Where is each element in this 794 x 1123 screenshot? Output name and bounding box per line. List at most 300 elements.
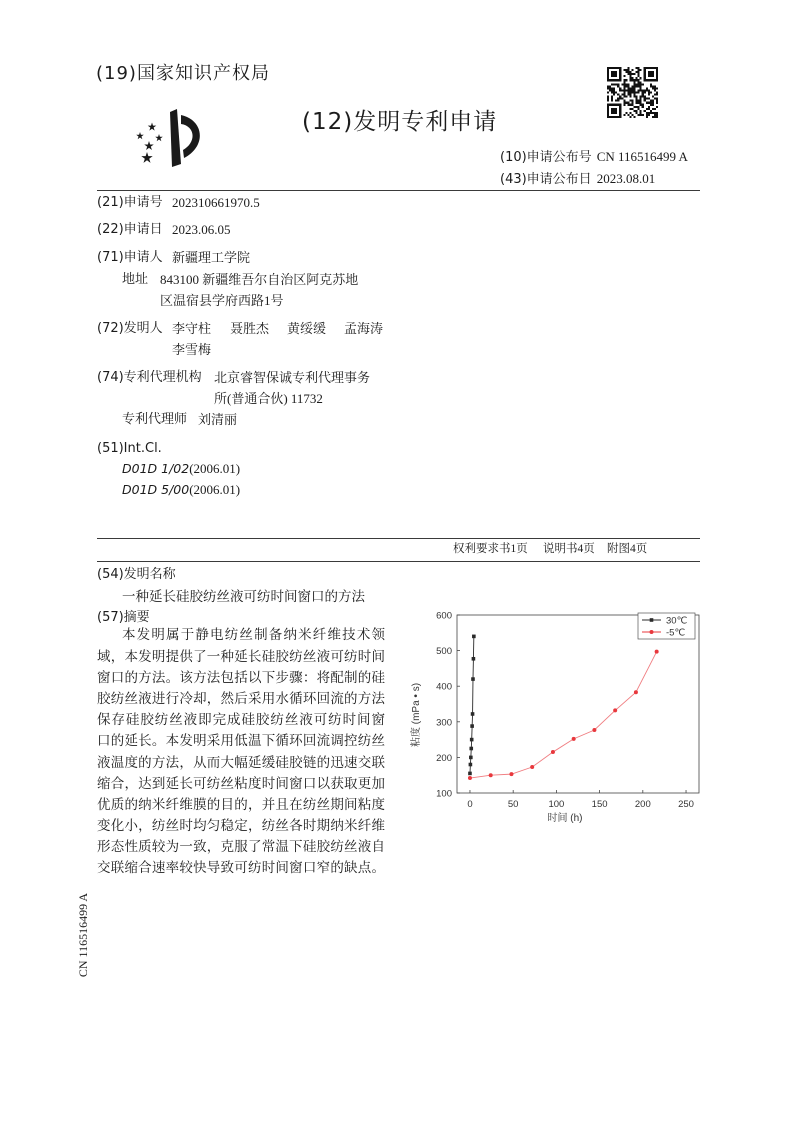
qr-module xyxy=(609,67,611,69)
ipc-version: (2006.01) xyxy=(189,482,241,497)
qr-module xyxy=(650,85,652,87)
qr-module xyxy=(640,104,642,106)
qr-module xyxy=(636,79,638,81)
publication-date: 2023.08.01 xyxy=(596,171,656,186)
qr-module xyxy=(625,71,627,73)
patent-agency-line: 所(普通合伙) 11732 xyxy=(214,391,323,406)
qr-module xyxy=(607,108,609,110)
abstract-line: 形态性质较为一致，克服了常温下硅胶纺丝液自 xyxy=(97,839,385,856)
qr-module xyxy=(611,100,613,102)
qr-module xyxy=(627,87,629,89)
qr-module xyxy=(627,104,629,106)
qr-module xyxy=(646,98,648,100)
qr-module xyxy=(634,96,636,98)
y-tick-label: 200 xyxy=(436,752,452,764)
qr-module xyxy=(644,69,646,71)
qr-module xyxy=(650,100,652,102)
qr-module xyxy=(652,73,654,75)
data-point-circle xyxy=(572,737,576,741)
qr-module xyxy=(634,106,636,108)
qr-module xyxy=(623,85,625,87)
qr-module xyxy=(644,67,646,69)
qr-module xyxy=(646,112,648,114)
qr-module xyxy=(607,85,609,87)
qr-module xyxy=(619,67,621,69)
qr-module xyxy=(644,77,646,79)
ipc-code: D01D 5/00 xyxy=(122,482,190,497)
qr-module xyxy=(627,67,629,69)
patent-agency-label: (74)专利代理机构 xyxy=(97,370,202,385)
abstract-label: (57)摘要 xyxy=(97,610,150,625)
qr-module xyxy=(611,96,613,98)
qr-module xyxy=(627,83,629,85)
qr-module xyxy=(654,94,656,96)
qr-module xyxy=(648,102,650,104)
qr-module xyxy=(654,79,656,81)
qr-module xyxy=(621,83,623,85)
data-point-square xyxy=(468,772,472,776)
qr-module xyxy=(623,96,625,98)
qr-module xyxy=(636,85,638,87)
qr-module xyxy=(650,91,652,93)
publication-number-row xyxy=(500,148,688,167)
qr-module xyxy=(656,91,658,93)
qr-module xyxy=(642,83,644,85)
qr-module xyxy=(617,83,619,85)
qr-module xyxy=(636,83,638,85)
qr-module xyxy=(636,71,638,73)
qr-module xyxy=(625,89,627,91)
qr-module xyxy=(631,69,633,71)
qr-module xyxy=(607,77,609,79)
abstract-line: 域，本发明提供了一种延长硅胶纺丝液可纺时间 xyxy=(97,648,385,665)
qr-module xyxy=(609,89,611,91)
qr-module xyxy=(648,91,650,93)
qr-module xyxy=(613,112,615,114)
qr-module xyxy=(613,116,615,118)
qr-module xyxy=(611,110,613,112)
qr-module xyxy=(652,67,654,69)
qr-module xyxy=(638,75,640,77)
data-point-square xyxy=(470,738,474,742)
qr-module xyxy=(650,79,652,81)
qr-module xyxy=(621,98,623,100)
qr-module xyxy=(629,100,631,102)
legend-marker-square xyxy=(650,618,654,622)
qr-module xyxy=(623,89,625,91)
qr-module xyxy=(631,79,633,81)
qr-module xyxy=(654,112,656,114)
emblem-bar xyxy=(170,109,181,167)
qr-module xyxy=(611,108,613,110)
qr-module xyxy=(638,108,640,110)
qr-module xyxy=(607,67,609,69)
qr-module xyxy=(613,75,615,77)
qr-module xyxy=(607,87,609,89)
y-tick-label: 100 xyxy=(436,788,452,800)
abstract-line: 变化小，纺丝时均匀稳定，纺丝各时期纳米纤维 xyxy=(97,818,385,834)
qr-module xyxy=(607,73,609,75)
qr-module xyxy=(629,91,631,93)
qr-module xyxy=(621,89,623,91)
qr-module xyxy=(654,85,656,87)
qr-module xyxy=(652,108,654,110)
qr-module xyxy=(650,67,652,69)
qr-module xyxy=(656,73,658,75)
qr-module xyxy=(607,98,609,100)
qr-module xyxy=(613,94,615,96)
qr-module xyxy=(615,75,617,77)
inventor-name: 李守柱 xyxy=(172,321,212,336)
qr-module xyxy=(631,102,633,104)
qr-module xyxy=(654,114,656,116)
qr-module xyxy=(617,104,619,106)
abstract-line: 保存硅胶纺丝液即完成硅胶纺丝液可纺时间窗 xyxy=(97,712,385,729)
qr-module xyxy=(631,100,633,102)
qr-module xyxy=(607,96,609,98)
address-line: 843100 新疆维吾尔自治区阿克苏地 xyxy=(160,272,359,287)
qr-module xyxy=(646,89,648,91)
abstract-line: 交联缩合速率较快导致可纺时间窗口窄的缺点。 xyxy=(97,860,385,877)
address-label: 地址 xyxy=(122,272,149,287)
qr-module xyxy=(623,94,625,96)
qr-module xyxy=(629,79,631,81)
qr-module xyxy=(619,106,621,108)
qr-module xyxy=(611,112,613,114)
qr-module xyxy=(646,108,648,110)
qr-module xyxy=(640,100,642,102)
qr-module xyxy=(619,116,621,118)
qr-module xyxy=(615,112,617,114)
qr-module xyxy=(644,71,646,73)
qr-module xyxy=(646,114,648,116)
qr-module xyxy=(634,116,636,118)
qr-module xyxy=(640,77,642,79)
qr-module xyxy=(631,85,633,87)
qr-module xyxy=(640,102,642,104)
qr-module xyxy=(648,79,650,81)
qr-module xyxy=(611,73,613,75)
qr-module xyxy=(615,91,617,93)
x-axis-label: 时间 (h) xyxy=(547,813,583,824)
data-point-square xyxy=(470,724,474,728)
qr-module xyxy=(644,73,646,75)
qr-module xyxy=(625,96,627,98)
qr-module xyxy=(609,104,611,106)
qr-module xyxy=(656,106,658,108)
qr-module xyxy=(615,104,617,106)
legend-label: 30℃ xyxy=(666,615,688,627)
x-tick-label: 0 xyxy=(467,799,473,810)
qr-code-modules xyxy=(607,67,658,118)
qr-module xyxy=(623,100,625,102)
qr-module xyxy=(627,73,629,75)
x-tick-label: 100 xyxy=(548,799,565,810)
publication-number-label: (10)申请公布号 xyxy=(500,150,592,165)
qr-module xyxy=(642,106,644,108)
x-tick-label: 200 xyxy=(634,799,651,810)
inventor-name: 李雪梅 xyxy=(172,342,212,357)
qr-module xyxy=(642,94,644,96)
data-point-circle xyxy=(655,650,659,654)
applicant: 新疆理工学院 xyxy=(172,250,251,265)
data-point-circle xyxy=(551,750,555,754)
qr-module xyxy=(627,71,629,73)
qr-module xyxy=(621,94,623,96)
qr-module xyxy=(654,108,656,110)
ipc-entry xyxy=(122,460,240,479)
qr-module xyxy=(629,108,631,110)
office-name: (19)国家知识产权局 xyxy=(96,63,270,84)
qr-module xyxy=(611,83,613,85)
qr-module xyxy=(644,100,646,102)
qr-module xyxy=(619,71,621,73)
abstract-line: 口的延长。本发明采用低温下循环回流调控纺丝 xyxy=(97,733,385,750)
qr-module xyxy=(629,112,631,114)
qr-module xyxy=(636,102,638,104)
qr-module xyxy=(625,69,627,71)
qr-module xyxy=(644,75,646,77)
qr-module xyxy=(638,67,640,69)
qr-module xyxy=(619,89,621,91)
qr-module xyxy=(642,104,644,106)
publication-number: CN 116516499 A xyxy=(596,149,688,164)
qr-module xyxy=(613,110,615,112)
abstract-line: 液温度的方法，从而大幅延缓硅胶链的迅速交联 xyxy=(97,754,385,771)
data-point-square xyxy=(472,657,476,661)
inventors-label: (72)发明人 xyxy=(97,321,163,336)
data-point-square xyxy=(469,763,473,767)
qr-module xyxy=(636,110,638,112)
qr-module xyxy=(640,83,642,85)
abstract-line: 缩合，达到延长可纺丝粘度时间窗口以获取更加 xyxy=(97,775,385,792)
qr-module xyxy=(631,104,633,106)
data-point-circle xyxy=(592,728,596,732)
qr-module xyxy=(644,91,646,93)
qr-module xyxy=(654,98,656,100)
qr-module xyxy=(611,67,613,69)
qr-module xyxy=(631,91,633,93)
qr-module xyxy=(623,114,625,116)
qr-module xyxy=(607,75,609,77)
qr-module xyxy=(640,114,642,116)
patent-agent-label: 专利代理师 xyxy=(122,412,188,427)
qr-module xyxy=(636,106,638,108)
qr-module xyxy=(613,87,615,89)
qr-module xyxy=(627,89,629,91)
qr-module xyxy=(607,114,609,116)
legend-marker-circle xyxy=(650,630,654,634)
drawings-page-count: 附图4页 xyxy=(607,543,648,555)
qr-module xyxy=(636,112,638,114)
qr-module xyxy=(652,87,654,89)
qr-module xyxy=(611,79,613,81)
application-date: 2023.06.05 xyxy=(172,222,231,237)
legend-label: -5℃ xyxy=(666,627,686,639)
qr-module xyxy=(627,114,629,116)
qr-module xyxy=(619,77,621,79)
qr-module xyxy=(652,104,654,106)
qr-module xyxy=(615,110,617,112)
qr-module xyxy=(609,79,611,81)
qr-module xyxy=(652,71,654,73)
qr-module xyxy=(619,87,621,89)
qr-module xyxy=(629,71,631,73)
qr-module xyxy=(656,77,658,79)
qr-code xyxy=(607,67,658,118)
qr-module xyxy=(623,87,625,89)
viscosity-time-chart xyxy=(395,600,705,830)
qr-module xyxy=(650,71,652,73)
qr-module xyxy=(656,67,658,69)
qr-module xyxy=(638,71,640,73)
qr-module xyxy=(617,79,619,81)
qr-module xyxy=(638,106,640,108)
qr-module xyxy=(619,108,621,110)
qr-module xyxy=(611,75,613,77)
qr-module xyxy=(623,79,625,81)
data-point-circle xyxy=(468,776,472,780)
qr-module xyxy=(638,69,640,71)
abstract-line: 胶纺丝液进行冷却，然后采用水循环回流的方法 xyxy=(97,690,385,707)
qr-module xyxy=(648,106,650,108)
qr-module xyxy=(634,110,636,112)
qr-module xyxy=(627,94,629,96)
qr-module xyxy=(607,69,609,71)
abstract-line: 优质的纳米纤维膜的目的，并且在纺丝期间粘度 xyxy=(97,796,385,813)
qr-module xyxy=(609,116,611,118)
qr-module xyxy=(623,69,625,71)
qr-module xyxy=(640,112,642,114)
qr-module xyxy=(619,75,621,77)
qr-module xyxy=(638,102,640,104)
qr-module xyxy=(634,87,636,89)
qr-module xyxy=(654,89,656,91)
qr-module xyxy=(652,100,654,102)
qr-module xyxy=(652,79,654,81)
qr-module xyxy=(646,87,648,89)
y-tick-label: 400 xyxy=(436,681,452,693)
star-icon xyxy=(141,152,152,163)
qr-module xyxy=(634,81,636,83)
page-count-divider-bottom xyxy=(97,561,700,562)
patent-agency-line: 北京睿智保诚专利代理事务 xyxy=(214,370,371,385)
emblem-curve xyxy=(181,115,200,158)
application-number-label: (21)申请号 xyxy=(97,195,163,210)
qr-module xyxy=(617,85,619,87)
qr-module xyxy=(654,116,656,118)
y-tick-label: 300 xyxy=(436,717,452,729)
qr-module xyxy=(646,102,648,104)
qr-module xyxy=(613,91,615,93)
qr-module xyxy=(613,108,615,110)
ipc-entry xyxy=(122,481,240,500)
qr-module xyxy=(611,89,613,91)
qr-module xyxy=(638,85,640,87)
header-divider xyxy=(97,190,700,191)
qr-module xyxy=(648,89,650,91)
star-icon xyxy=(136,132,144,139)
qr-module xyxy=(613,79,615,81)
ipc-label: (51)Int.Cl. xyxy=(97,441,162,456)
qr-module xyxy=(607,79,609,81)
qr-module xyxy=(638,73,640,75)
qr-module xyxy=(648,108,650,110)
claims-page-count: 权利要求书1页 xyxy=(453,543,528,555)
qr-module xyxy=(623,83,625,85)
data-point-circle xyxy=(530,765,534,769)
qr-module xyxy=(625,79,627,81)
qr-module xyxy=(648,98,650,100)
qr-module xyxy=(636,96,638,98)
qr-module xyxy=(650,110,652,112)
qr-module xyxy=(638,91,640,93)
qr-module xyxy=(634,73,636,75)
data-point-square xyxy=(472,635,476,639)
qr-module xyxy=(615,108,617,110)
qr-module xyxy=(611,104,613,106)
qr-module xyxy=(629,77,631,79)
qr-module xyxy=(656,87,658,89)
qr-module xyxy=(625,112,627,114)
plot-frame xyxy=(457,615,699,793)
qr-module xyxy=(619,96,621,98)
qr-module xyxy=(650,112,652,114)
qr-module xyxy=(640,89,642,91)
qr-module xyxy=(619,114,621,116)
qr-module xyxy=(613,89,615,91)
qr-module xyxy=(640,85,642,87)
qr-module xyxy=(613,71,615,73)
qr-module xyxy=(646,79,648,81)
qr-module xyxy=(615,116,617,118)
qr-module xyxy=(611,87,613,89)
qr-module xyxy=(611,71,613,73)
qr-module xyxy=(623,91,625,93)
qr-module xyxy=(634,79,636,81)
qr-module xyxy=(617,98,619,100)
qr-module xyxy=(652,75,654,77)
qr-module xyxy=(629,75,631,77)
qr-module xyxy=(609,87,611,89)
qr-module xyxy=(638,89,640,91)
qr-module xyxy=(638,79,640,81)
qr-module xyxy=(631,87,633,89)
qr-module xyxy=(631,108,633,110)
data-point-circle xyxy=(509,772,513,776)
qr-module xyxy=(619,104,621,106)
qr-module xyxy=(648,114,650,116)
qr-module xyxy=(617,94,619,96)
qr-module xyxy=(623,102,625,104)
qr-module xyxy=(638,81,640,83)
qr-module xyxy=(629,96,631,98)
qr-module xyxy=(607,112,609,114)
qr-module xyxy=(627,91,629,93)
application-date-label: (22)申请日 xyxy=(97,222,163,237)
qr-module xyxy=(613,73,615,75)
qr-module xyxy=(648,71,650,73)
qr-module xyxy=(634,89,636,91)
qr-module xyxy=(642,91,644,93)
qr-module xyxy=(607,110,609,112)
page-count-divider-top xyxy=(97,538,700,539)
publication-date-label: (43)申请公布日 xyxy=(500,172,592,187)
qr-module xyxy=(636,91,638,93)
qr-module xyxy=(615,71,617,73)
qr-module xyxy=(611,91,613,93)
star-icon xyxy=(148,123,157,131)
